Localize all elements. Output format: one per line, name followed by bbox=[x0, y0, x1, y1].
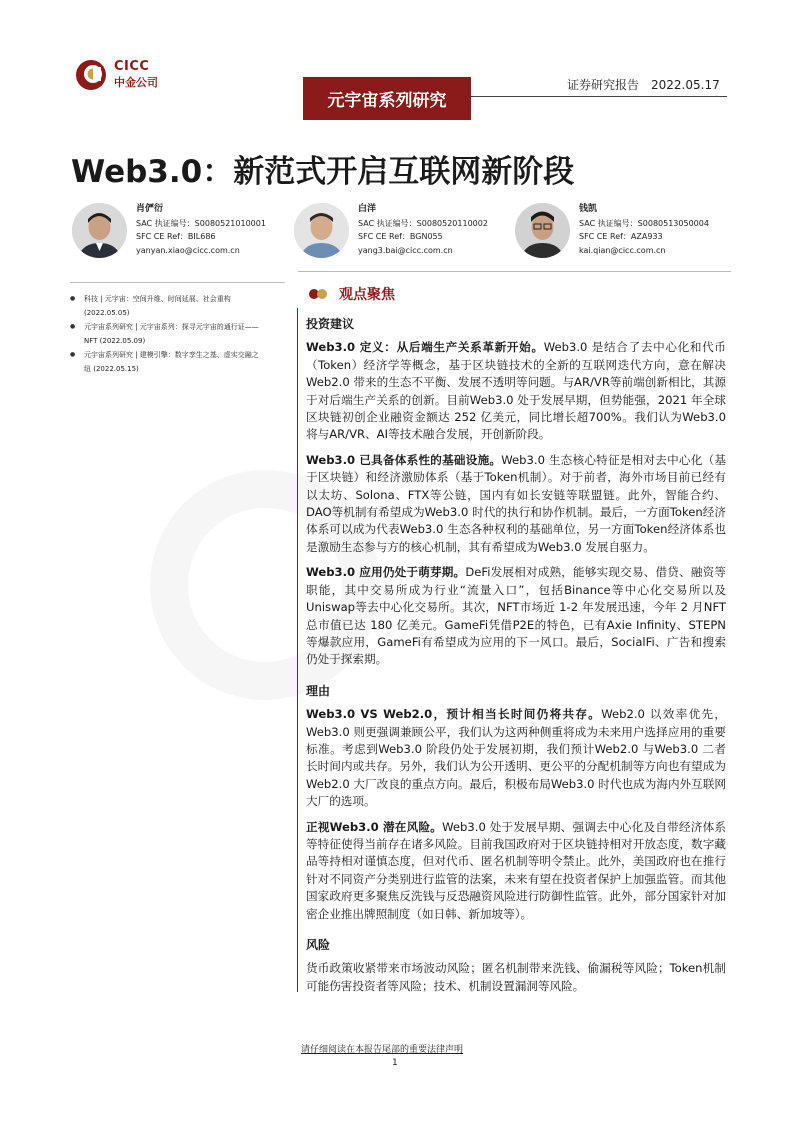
main-content bbox=[306, 316, 726, 1003]
subsection-title: 投资建议 bbox=[306, 317, 355, 331]
analyst-sfc: SFC CE Ref：BIL686 bbox=[136, 232, 216, 241]
analyst-name: 肖俨衍 bbox=[136, 204, 164, 214]
section-heading-text: 观点聚焦 bbox=[339, 287, 395, 303]
subsection-title: 风险 bbox=[306, 938, 331, 952]
avatar bbox=[72, 203, 127, 258]
logo-text-en: CICC bbox=[114, 59, 150, 74]
section-heading bbox=[309, 284, 395, 304]
analyst-name: 钱凯 bbox=[579, 204, 598, 214]
paragraph: Web3.0 VS Web2.0，预计相当长时间仍将共存。Web2.0 以效率优先，Web3.0 则更强调兼顾公平，我们认为这两种侧重将成为未来用户选择应用的重要标准。考虑到Web3.0 阶段仍处于发展初期，我们预计Web2.0 与Web3.0 二者长时间内或共存。另外，我们认为公开透明、更公平的分配机制等方向也有望成为Web2.0 大厂改良的重点方向。最后，积极布局Web3.0 时代也成为海内外互联网大厂的选项。 bbox=[306, 707, 726, 809]
main-rule bbox=[298, 271, 731, 272]
page-number: 1 bbox=[392, 1058, 398, 1068]
paragraph: 货币政策收紧带来市场波动风险；匿名机制带来洗钱、偷漏税等风险；Token机制可能伤害投资者等风险；技术、机制设置漏洞等风险。 bbox=[306, 961, 726, 993]
paragraph: 正视Web3.0 潜在风险。Web3.0 处于发展早期、强调去中心化及自带经济体系等特征使得当前存在诸多风险。目前我国政府对于区块链持相对开放态度，数字藏品等持相对谨慎态度，但对代币、匿名机制等明令禁止。此外，美国政府也在推行针对不同资产分类别进行监管的法案，未来有望在投资者保护上加强监管。而其他国家政府更多聚焦反洗钱与反恐融资风险进行防御性监管。此外，部分国家针对加密企业推出牌照制度（如日韩、新加坡等）。 bbox=[306, 819, 726, 921]
legal-notice-link[interactable]: 请仔细阅读在本报告尾部的重要法律声明 bbox=[301, 1045, 464, 1055]
paragraph: Web3.0 应用仍处于萌芽期。DeFi发展相对成熟，能够实现交易、借贷、融资等职能，其中交易所成为行业“流量入口”，包括Binance等中心化交易所以及Uniswap等去中心化交易所。其次，NFT市场近 1-2 年发展迅速，今年 2 月NFT总市值已达 180 亿美元。GameFi凭借P2E的特色，已有Axie Infinity、STEPN等爆款应用，GameFi有希望成为应用的下一风口。最后，SocialFi、广告和搜索仍处于探索期。 bbox=[306, 565, 726, 667]
report-meta bbox=[567, 76, 720, 93]
logo-text-cn: 中金公司 bbox=[114, 76, 158, 89]
analyst-email: yang3.bai@cicc.com.cn bbox=[358, 245, 453, 255]
related-report-item[interactable]: ● 元宇宙系列研究 | 建模引擎：数字孪生之基、虚实交融之 纽 (2022.05.15) bbox=[70, 348, 290, 376]
analyst-sac: SAC 执证编号：S0080521010001 bbox=[136, 218, 266, 228]
analyst-sac: SAC 执证编号：S0080520110002 bbox=[358, 218, 488, 228]
related-reports bbox=[70, 292, 290, 376]
bullet-dots-icon bbox=[309, 287, 333, 301]
avatar bbox=[515, 203, 570, 258]
report-date: 2022.05.17 bbox=[651, 78, 720, 92]
cicc-logo-mark-icon bbox=[74, 58, 108, 92]
cicc-logo bbox=[74, 56, 174, 90]
paragraph: Web3.0 定义：从后端生产关系革新开始。Web3.0 是结合了去中心化和代币（Token）经济学等概念，基于区块链技术的全新的互联网迭代方向，意在解决Web2.0 带来的生态不平衡、发展不透明等问题。与AR/VR等前端创新相比，其源于对后端生产关系的创新。目前Web3.0 处于发展早期，但势能强，2021 年全球区块链初创企业融资金额达 252 亿美元，同比增长超700%。我们认为Web3.0 将与AR/VR、AI等技术融合发展，开创新阶段。 bbox=[306, 340, 726, 442]
analyst-email: yanyan.xiao@cicc.com.cn bbox=[136, 245, 240, 255]
content-vertical-rule bbox=[297, 308, 298, 992]
analyst-sfc: SFC CE Ref：BGN055 bbox=[358, 232, 443, 241]
related-report-item[interactable]: ● 科技 | 元宇宙：空间升维、时间延展、社会重构 (2022.05.05) bbox=[70, 292, 290, 320]
related-report-item[interactable]: ● 元宇宙系列研究 | 元宇宙系列：探寻元宇宙的通行证—— NFT (2022.05.09) bbox=[70, 320, 290, 348]
analyst-name: 白洋 bbox=[358, 204, 377, 214]
report-title: Web3.0：新范式开启互联网新阶段 bbox=[71, 154, 575, 190]
report-type: 证券研究报告 bbox=[567, 78, 640, 92]
sidebar-rule bbox=[70, 282, 285, 283]
analyst-sfc: SFC CE Ref：AZA933 bbox=[579, 232, 663, 241]
subsection-title: 理由 bbox=[306, 683, 331, 698]
analyst-email: kai.qian@cicc.com.cn bbox=[579, 245, 666, 255]
series-banner: 元宇宙系列研究 bbox=[303, 77, 471, 120]
avatar bbox=[294, 203, 349, 258]
paragraph: Web3.0 已具备体系性的基础设施。Web3.0 生态核心特征是相对去中心化（基于区块链）和经济激励体系（基于Token机制）。对于前者，海外市场目前已经有以太坊、Solona、FTX等公链，国内有如长安链等联盟链。此外，智能合约、DAO等机制有希望成为Web3.0 时代的执行和协作机制。最后，一方面Token经济体系可以成为代表Web3.0 生态各种权利的基础单位，另一方面Token经济体系也是激励生态参与方的核心机制，其有希望成为Web3.0 发展自驱力。 bbox=[306, 452, 726, 554]
analyst-sac: SAC 执证编号：S0080513050004 bbox=[579, 218, 709, 228]
